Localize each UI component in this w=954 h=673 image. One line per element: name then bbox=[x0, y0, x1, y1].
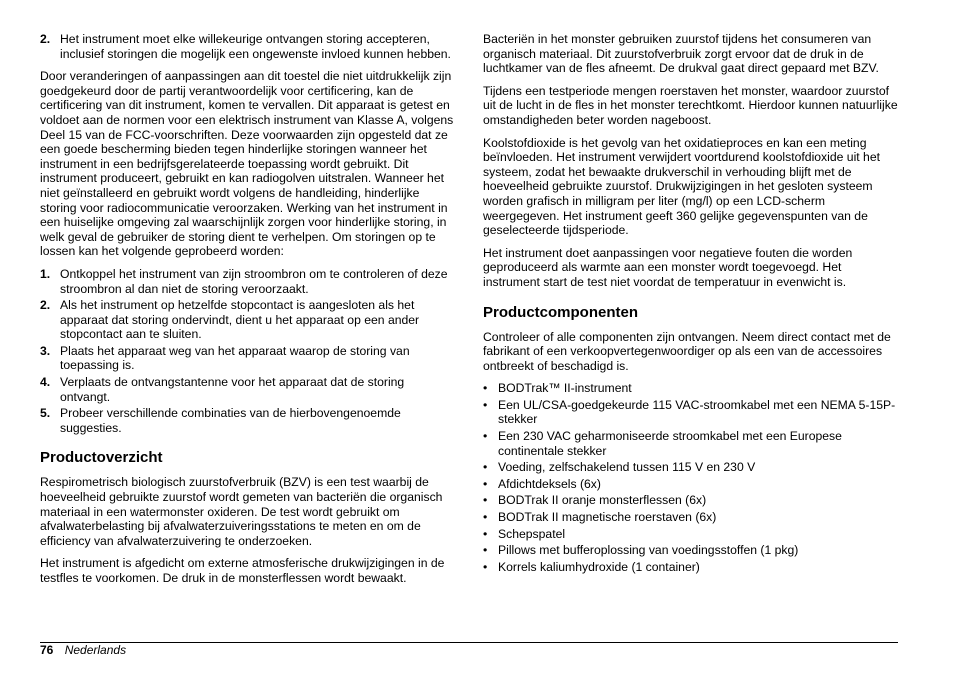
bullet: • bbox=[483, 476, 488, 491]
bullet: • bbox=[483, 381, 488, 396]
bullet: • bbox=[483, 559, 488, 574]
list-text: Een UL/CSA-goedgekeurde 115 VAC-stroomkabel met een NEMA 5-15P-stekker bbox=[498, 397, 896, 427]
body-paragraph-3: Koolstofdioxide is het gevolg van het oxidatieproces en kan een meting beïnvloeden. Het instrument verwijdert voortdurend koolstofdioxide uit het systeem, zodat het bewaakte drukverschil in verhouding blijft met de hoeveelheid gebruikte zuurstof. Drukwijzigingen in het gesloten systeem worden grafisch in milligram per liter (mg/l) op een LCD-scherm weergegeven. Het instrument geeft 360 gelijke gegevenspunten van de geselecteerde tijdsperiode. bbox=[483, 135, 880, 238]
list-item bbox=[483, 429, 898, 458]
footer-divider bbox=[40, 642, 898, 643]
list-item bbox=[40, 344, 456, 373]
interference-steps bbox=[40, 267, 456, 436]
list-text: Pillows met bufferoplossing van voedingsstoffen (1 pkg) bbox=[498, 543, 799, 558]
list-text: Verplaats de ontvangstantenne voor het apparaat dat de storing ontvangt. bbox=[60, 375, 405, 404]
components-intro: Controleer of alle componenten zijn ontvangen. Neem direct contact met de fabrikant of een verkoopvertegenwoordiger op als een van de accessoires ontbreekt of beschadigd is. bbox=[483, 329, 891, 373]
list-item bbox=[40, 375, 456, 404]
overview-heading: Productoverzicht bbox=[40, 449, 163, 467]
intro-list bbox=[40, 32, 456, 61]
list-text: Schepspatel bbox=[498, 526, 566, 541]
list-number: 3. bbox=[40, 343, 51, 358]
list-number: 1. bbox=[40, 266, 51, 281]
list-item bbox=[483, 493, 898, 508]
right-column bbox=[483, 32, 898, 576]
list-item bbox=[40, 267, 456, 296]
overview-paragraph-1: Respirometrisch biologisch zuurstofverbruik (BZV) is een test waarbij de hoeveelheid gebruikte zuurstof wordt gemeten van bacteriën die organisch materiaal in een watermonster oxideren. De test wordt gebruikt om afvalwaterbelasting bij afvalwaterzuiveringsstations te meten en om de efficiency van afvalwaterzuivering te onderzoeken. bbox=[40, 475, 443, 548]
list-text: Korrels kaliumhydroxide (1 container) bbox=[498, 559, 700, 574]
list-item bbox=[483, 477, 898, 492]
bullet: • bbox=[483, 397, 488, 412]
list-text: BODTrak™ II-instrument bbox=[498, 381, 632, 396]
list-item bbox=[483, 527, 898, 542]
left-column bbox=[40, 32, 456, 594]
list-item bbox=[483, 381, 898, 396]
list-item bbox=[40, 406, 456, 435]
list-number: 2. bbox=[40, 298, 51, 313]
list-item bbox=[40, 298, 456, 342]
list-text: Ontkoppel het instrument van zijn stroombron om te controleren of deze stroombron al dan niet de storing veroorzaakt. bbox=[60, 266, 448, 296]
list-text: Plaats het apparaat weg van het apparaat waarop de storing van toepassing is. bbox=[60, 343, 410, 373]
list-text: Voeding, zelfschakelend tussen 115 V en 230 V bbox=[498, 460, 756, 475]
list-text: BODTrak II oranje monsterflessen (6x) bbox=[498, 493, 707, 508]
list-item bbox=[40, 32, 456, 61]
body-paragraph-2: Tijdens een testperiode mengen roerstaven het monster, waardoor zuurstof uit de lucht in de fles in het monster terechtkomt. Hierdoor kunnen natuurlijke omstandigheden beter worden nageboost. bbox=[483, 83, 898, 127]
bullet: • bbox=[483, 460, 488, 475]
list-text: Het instrument moet elke willekeurige ontvangen storing accepteren, inclusief storingen die mogelijk een ongewenste invloed kunnen hebben. bbox=[60, 32, 451, 61]
bullet: • bbox=[483, 493, 488, 508]
fcc-paragraph: Door veranderingen of aanpassingen aan dit toestel die niet uitdrukkelijk zijn goedgekeurd door de partij verantwoordelijk voor certificering, kan de certificering van dit instrument, komen te vervallen. Dit apparaat is getest en voldoet aan de normen voor een elektrisch instrument van Klasse A, volgens Deel 15 van de FCC-voorschriften. Deze voorwaarden zijn opgesteld dat ze een goede bescherming bieden tegen hinderlijke storingen wanneer het instrument in een bedrijfsgerelateerde toepassing wordt gebruikt. Dit instrument produceert, gebruikt en kan radiogolven uitstralen. Wanneer het niet geïnstalleerd en gebruikt wordt volgens de handleiding, hinderlijke storing voor radiocommunicatie veroorzaken. Werking van het instrument in een huiselijke omgeving zal waarschijnlijk zorgen voor hinderlijke storing, in welk geval de gebruiker de storing dient te verhelpen. Om storingen op te lossen kan het volgende geprobeerd worden: bbox=[40, 69, 454, 259]
bullet: • bbox=[483, 429, 488, 444]
list-text: Probeer verschillende combinaties van de hierbovengenoemde suggesties. bbox=[60, 406, 401, 435]
bullet: • bbox=[483, 543, 488, 558]
list-item bbox=[483, 543, 898, 558]
list-number: 5. bbox=[40, 406, 51, 421]
components-heading: Productcomponenten bbox=[483, 303, 639, 321]
list-item bbox=[483, 510, 898, 525]
list-item bbox=[483, 398, 898, 427]
list-number: 2. bbox=[40, 32, 51, 46]
bullet: • bbox=[483, 510, 488, 525]
bullet: • bbox=[483, 526, 488, 541]
list-item bbox=[483, 460, 898, 475]
list-item bbox=[483, 560, 898, 575]
list-text: Een 230 VAC geharmoniseerde stroomkabel met een Europese continentale stekker bbox=[498, 429, 842, 458]
list-text: Als het instrument op hetzelfde stopcontact is aangesloten als het apparaat dat storing ondervindt, dient u het apparaat op een ander stopcontact aan te sluiten. bbox=[60, 298, 420, 342]
list-text: BODTrak II magnetische roerstaven (6x) bbox=[498, 510, 717, 525]
body-paragraph-4: Het instrument doet aanpassingen voor negatieve fouten die worden geproduceerd als warmte aan een monster wordt toegevoegd. Het instrument start de test niet voordat de temperatuur in evenwicht is. bbox=[483, 245, 853, 289]
list-number: 4. bbox=[40, 375, 51, 390]
overview-paragraph-2: Het instrument is afgedicht om externe atmosferische drukwijzigingen in de testfles te voorkomen. De druk in de monsterflessen wordt bewaakt. bbox=[40, 556, 445, 585]
page-footer bbox=[40, 643, 126, 657]
list-text: Afdichtdeksels (6x) bbox=[498, 476, 601, 491]
footer-language: Nederlands bbox=[64, 643, 127, 657]
body-paragraph-1: Bacteriën in het monster gebruiken zuurstof tijdens het consumeren van organisch materiaal. Dit zuurstofverbruik zorgt ervoor dat de druk in de luchtkamer van de fles afneemt. De drukval gaat direct gepaard met BZV. bbox=[483, 32, 879, 76]
page-number: 76 bbox=[40, 643, 54, 657]
components-list bbox=[483, 381, 898, 574]
